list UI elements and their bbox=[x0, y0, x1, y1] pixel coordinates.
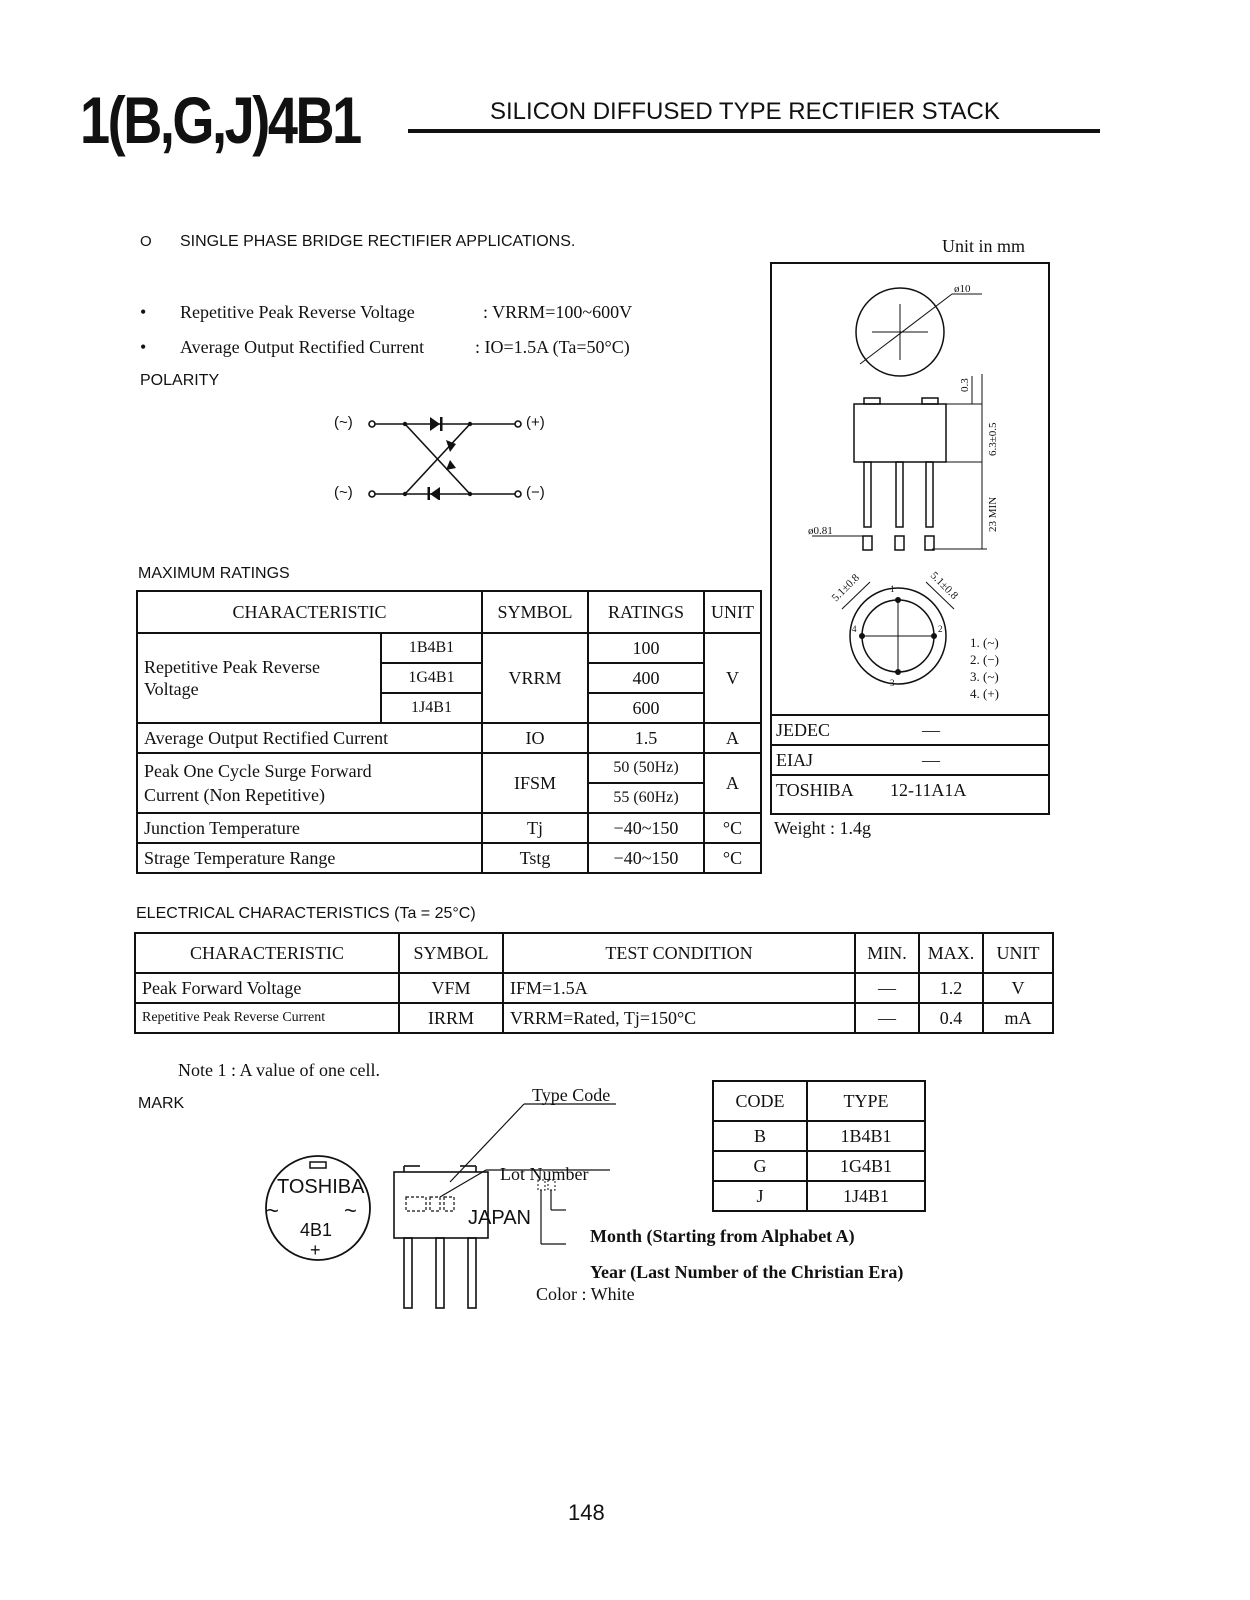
irrm-symbol: IRRM bbox=[399, 1003, 503, 1033]
ifsm-rating-2: 55 (60Hz) bbox=[588, 783, 704, 813]
code-row-j bbox=[713, 1181, 925, 1211]
type-j: 1J4B1 bbox=[807, 1181, 925, 1211]
tstg-row bbox=[137, 843, 761, 873]
mark-plus-symbol: + bbox=[310, 1240, 321, 1260]
ifsm-rating-1: 50 (50Hz) bbox=[588, 753, 704, 783]
vfm-condition: IFM=1.5A bbox=[503, 973, 855, 1003]
subtitle: SILICON DIFFUSED TYPE RECTIFIER STACK bbox=[490, 98, 1000, 125]
ifsm-symbol: IFSM bbox=[482, 753, 588, 813]
page-number: 148 bbox=[568, 1500, 605, 1525]
title-rule bbox=[408, 129, 1100, 133]
type-g: 1G4B1 bbox=[807, 1151, 925, 1181]
irrm-min: — bbox=[855, 1003, 919, 1033]
max-ratings-header-row bbox=[137, 591, 761, 633]
ifsm-row-1 bbox=[137, 753, 761, 783]
note-text: Note 1 : A value of one cell. bbox=[178, 1060, 380, 1080]
el-header-characteristic: CHARACTERISTIC bbox=[135, 933, 399, 973]
vrrm-characteristic: Repetitive Peak Reverse Voltage bbox=[137, 633, 381, 723]
vrrm-rating-3: 600 bbox=[588, 693, 704, 723]
package-row-eiaj bbox=[772, 744, 1048, 776]
feature-bullet-2: • bbox=[140, 337, 147, 357]
bridge-polarity-diagram bbox=[360, 410, 530, 500]
mark-model: 4B1 bbox=[300, 1220, 333, 1240]
vfm-min: — bbox=[855, 973, 919, 1003]
dim-body: 6.3±0.5 bbox=[987, 422, 999, 456]
dim-pitch-left: 5.1±0.8 bbox=[829, 571, 862, 605]
month-label: Month (Starting from Alphabet A) bbox=[590, 1226, 855, 1246]
io-unit: A bbox=[704, 723, 761, 753]
code-row-g bbox=[713, 1151, 925, 1181]
vfm-unit: V bbox=[983, 973, 1053, 1003]
dim-03: 0.3 bbox=[959, 378, 971, 392]
year-label: Year (Last Number of the Christian Era) bbox=[590, 1262, 904, 1282]
mark-tilde-right: ~ bbox=[344, 1198, 357, 1223]
ifsm-characteristic bbox=[137, 753, 482, 813]
max-ratings-table bbox=[136, 590, 762, 874]
toshiba-value: 12-11A1A bbox=[890, 780, 967, 800]
package-weight: Weight : 1.4g bbox=[774, 818, 872, 838]
pin-legend-2: 2. (−) bbox=[970, 652, 999, 667]
package-row-toshiba bbox=[772, 774, 1048, 815]
vfm-row bbox=[135, 973, 1053, 1003]
irrm-row bbox=[135, 1003, 1053, 1033]
code-header-row bbox=[713, 1081, 925, 1121]
lot-number-label: Lot Number bbox=[500, 1164, 589, 1184]
tj-symbol: Tj bbox=[482, 813, 588, 843]
feature-2-label: Average Output Rectified Current bbox=[180, 337, 425, 357]
ifsm-characteristic-line-2: Current (Non Repetitive) bbox=[144, 785, 325, 805]
el-header-min: MIN. bbox=[855, 933, 919, 973]
code-row-b bbox=[713, 1121, 925, 1151]
package-outline-drawing bbox=[772, 264, 1048, 714]
part-number-title: 1(B,G,J)4B1 bbox=[80, 83, 360, 157]
pin-number-4: 4 bbox=[852, 624, 857, 634]
tstg-characteristic: Strage Temperature Range bbox=[137, 843, 482, 873]
pin-legend bbox=[970, 634, 999, 702]
vrrm-type-3: 1J4B1 bbox=[381, 693, 482, 723]
feature-1-label: Repetitive Peak Reverse Voltage bbox=[180, 302, 415, 322]
header-symbol: SYMBOL bbox=[482, 591, 588, 633]
package-outline-box bbox=[770, 262, 1050, 815]
io-characteristic: Average Output Rectified Current bbox=[137, 723, 482, 753]
package-row-jedec bbox=[772, 714, 1048, 746]
electrical-table bbox=[134, 932, 1054, 1034]
tj-rating: −40~150 bbox=[588, 813, 704, 843]
io-rating: 1.5 bbox=[588, 723, 704, 753]
electrical-header-row bbox=[135, 933, 1053, 973]
vrrm-unit: V bbox=[704, 633, 761, 723]
mark-heading: MARK bbox=[138, 1095, 185, 1112]
type-b: 1B4B1 bbox=[807, 1121, 925, 1151]
vrrm-rating-1: 100 bbox=[588, 633, 704, 663]
irrm-condition: VRRM=Rated, Tj=150°C bbox=[503, 1003, 855, 1033]
header-characteristic: CHARACTERISTIC bbox=[137, 591, 482, 633]
eiaj-label: EIAJ bbox=[776, 750, 813, 770]
code-j: J bbox=[713, 1181, 807, 1211]
io-row bbox=[137, 723, 761, 753]
vfm-characteristic: Peak Forward Voltage bbox=[135, 973, 399, 1003]
header-unit: UNIT bbox=[704, 591, 761, 633]
tstg-unit: °C bbox=[704, 843, 761, 873]
feature-bullet-1: • bbox=[140, 302, 147, 322]
code-header-code: CODE bbox=[713, 1081, 807, 1121]
pin-number-1: 1 bbox=[890, 584, 895, 594]
tj-row bbox=[137, 813, 761, 843]
vrrm-type-2: 1G4B1 bbox=[381, 663, 482, 693]
pin-legend-4: 4. (+) bbox=[970, 686, 999, 701]
el-header-unit: UNIT bbox=[983, 933, 1053, 973]
el-header-condition: TEST CONDITION bbox=[503, 933, 855, 973]
code-g: G bbox=[713, 1151, 807, 1181]
code-b: B bbox=[713, 1121, 807, 1151]
pin-legend-3: 3. (~) bbox=[970, 669, 999, 684]
pin-number-3: 3 bbox=[890, 678, 895, 688]
dim-leads: 23 MIN bbox=[987, 496, 999, 532]
mark-japan: JAPAN bbox=[468, 1207, 531, 1229]
polarity-right-top: (+) bbox=[526, 414, 545, 431]
polarity-left-top: (~) bbox=[334, 414, 353, 431]
tj-characteristic: Junction Temperature bbox=[137, 813, 482, 843]
application-text: SINGLE PHASE BRIDGE RECTIFIER APPLICATIONS. bbox=[180, 233, 576, 250]
vrrm-row-1 bbox=[137, 633, 761, 663]
feature-1-value: : VRRM=100~600V bbox=[483, 302, 633, 322]
type-code-label: Type Code bbox=[532, 1085, 611, 1105]
color-label: Color : White bbox=[536, 1284, 635, 1304]
vfm-symbol: VFM bbox=[399, 973, 503, 1003]
toshiba-label: TOSHIBA bbox=[776, 780, 854, 800]
header-ratings: RATINGS bbox=[588, 591, 704, 633]
jedec-value: — bbox=[922, 720, 940, 740]
polarity-heading: POLARITY bbox=[140, 372, 220, 389]
io-symbol: IO bbox=[482, 723, 588, 753]
dim-pitch-right: 5.1±0.8 bbox=[927, 569, 961, 602]
vfm-max: 1.2 bbox=[919, 973, 983, 1003]
tstg-symbol: Tstg bbox=[482, 843, 588, 873]
eiaj-value: — bbox=[922, 750, 940, 770]
tstg-rating: −40~150 bbox=[588, 843, 704, 873]
ifsm-characteristic-line-1: Peak One Cycle Surge Forward bbox=[144, 761, 372, 781]
irrm-characteristic: Repetitive Peak Reverse Current bbox=[135, 1003, 399, 1033]
pin-number-2: 2 bbox=[938, 624, 943, 634]
unit-note: Unit in mm bbox=[942, 236, 1026, 256]
vrrm-symbol: VRRM bbox=[482, 633, 588, 723]
code-table bbox=[712, 1080, 926, 1212]
ifsm-unit: A bbox=[704, 753, 761, 813]
mark-brand: TOSHIBA bbox=[277, 1176, 365, 1198]
mark-tilde-left: ~ bbox=[266, 1198, 279, 1223]
pin-legend-1: 1. (~) bbox=[970, 635, 999, 650]
max-ratings-heading: MAXIMUM RATINGS bbox=[138, 565, 290, 582]
vrrm-rating-2: 400 bbox=[588, 663, 704, 693]
irrm-max: 0.4 bbox=[919, 1003, 983, 1033]
polarity-right-bottom: (−) bbox=[526, 484, 545, 501]
el-header-max: MAX. bbox=[919, 933, 983, 973]
irrm-unit: mA bbox=[983, 1003, 1053, 1033]
polarity-left-bottom: (~) bbox=[334, 484, 353, 501]
tj-unit: °C bbox=[704, 813, 761, 843]
el-header-symbol: SYMBOL bbox=[399, 933, 503, 973]
feature-2-value: : IO=1.5A (Ta=50°C) bbox=[475, 337, 630, 357]
vrrm-type-1: 1B4B1 bbox=[381, 633, 482, 663]
dim-diameter: ø10 bbox=[954, 283, 971, 295]
electrical-heading: ELECTRICAL CHARACTERISTICS (Ta = 25°C) bbox=[136, 905, 476, 922]
code-header-type: TYPE bbox=[807, 1081, 925, 1121]
application-bullet: O bbox=[140, 233, 152, 250]
jedec-label: JEDEC bbox=[776, 720, 830, 740]
dim-lead-diameter: ø0.81 bbox=[808, 525, 833, 537]
